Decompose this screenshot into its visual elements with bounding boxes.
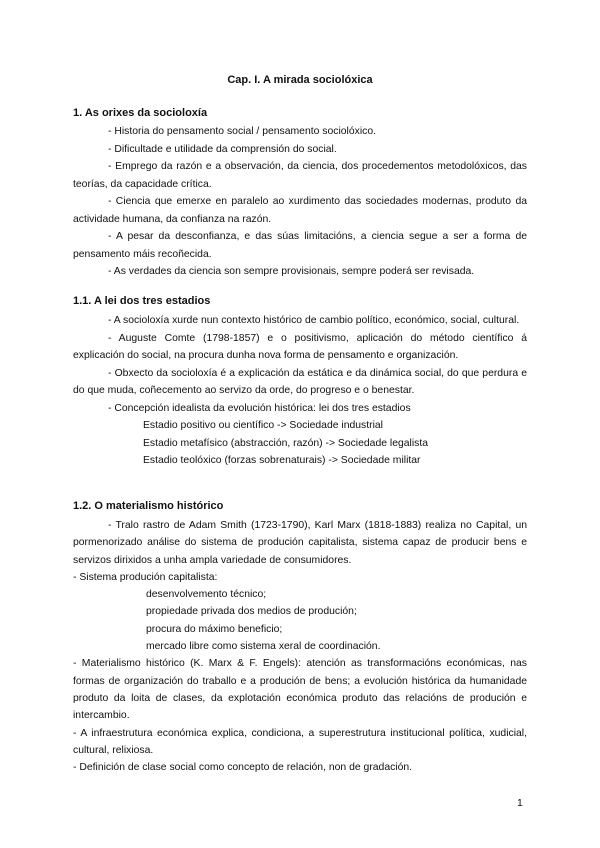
feature-item: desenvolvemento técnico;: [146, 589, 267, 601]
section-materialism-body: [73, 517, 527, 776]
list-item: - As verdades da ciencia son sempre provisionais, sempre poderá ser revisada.: [108, 266, 475, 277]
list-item: - Concepción idealista da evolución histórica: lei dos tres estadios: [108, 402, 411, 414]
list-item: - Ciencia que emerxe en paralelo ao xurdimento das sociedades modernas, produto da actividade humana, da confianza na razón.: [73, 196, 527, 225]
feature-item: propiedade privada dos medios de produción;: [146, 606, 357, 618]
list-item: - Materialismo histórico (K. Marx & F. Engels): atención as transformacións económicas, nas formas de organización do traballo e a produción de bens; a evolución histórica da humanidade produto da loita de clases, da explotación económica produto das relacións de produción e intercambio.: [73, 658, 527, 722]
stage-item: Estadio teolóxico (forzas sobrenaturais) -> Sociedade militar: [143, 455, 421, 466]
section-heading-origins: 1. As orixes da socioloxía: [73, 107, 208, 119]
list-item: - A socioloxía xurde nun contexto histórico de cambio político, económico, social, cultural.: [108, 315, 520, 326]
stage-item: Estadio positivo ou científico -> Sociedade industrial: [143, 420, 383, 431]
feature-item: mercado libre como sistema xeral de coordinación.: [146, 641, 381, 653]
section-origins-body: [73, 123, 527, 281]
list-item: - Dificultade e utilidade da comprensión do social.: [108, 143, 337, 155]
section-heading-materialism: 1.2. O materialismo histórico: [73, 500, 224, 512]
list-item: - Sistema produción capitalista:: [73, 571, 218, 583]
list-item: - A pesar da desconfianza, e das súas limitacións, a ciencia segue a ser a forma de pensamento máis recoñecida.: [73, 231, 527, 260]
list-item: - Definición de clase social como concepto de relación, non de gradación.: [73, 762, 413, 774]
section-three-stages-body: [73, 312, 527, 470]
list-item: - Historia do pensamento social / pensamento sociolóxico.: [108, 126, 376, 137]
page-number: 1: [517, 798, 523, 809]
list-item: - Emprego da razón e a observación, da ciencia, dos procedementos metodolóxicos, das teorías, da capacidade crítica.: [73, 161, 527, 190]
list-item: - Tralo rastro de Adam Smith (1723-1790), Karl Marx (1818-1883) realiza no Capital, un pormenorizado análise do sistema de produción capitalista, sistema capaz de producir bens e servizos dirixidos a unha ampla variedade de consumidores.: [73, 520, 527, 566]
list-item: - Obxecto da socioloxía é a explicación da estática e da dinámica social, do que perdura e do que muda, coñecemento ao servizo da orde, do progreso e o benestar.: [73, 367, 527, 396]
section-heading-three-stages: 1.1. A lei dos tres estadios: [73, 295, 211, 307]
feature-item: procura do máximo beneficio;: [146, 623, 283, 635]
list-item: - Auguste Comte (1798-1857) e o positivismo, aplicación do método científico á explicación do social, na procura dunha nova forma de pensamento e organización.: [73, 332, 527, 361]
chapter-title: Cap. I. A mirada sociolóxica: [227, 74, 373, 86]
list-item: - A infraestrutura económica explica, condiciona, a superestrutura institucional política, xudicial, cultural, relixiosa.: [73, 727, 527, 756]
stage-item: Estadio metafísico (abstracción, razón) -> Sociedade legalista: [143, 437, 429, 449]
